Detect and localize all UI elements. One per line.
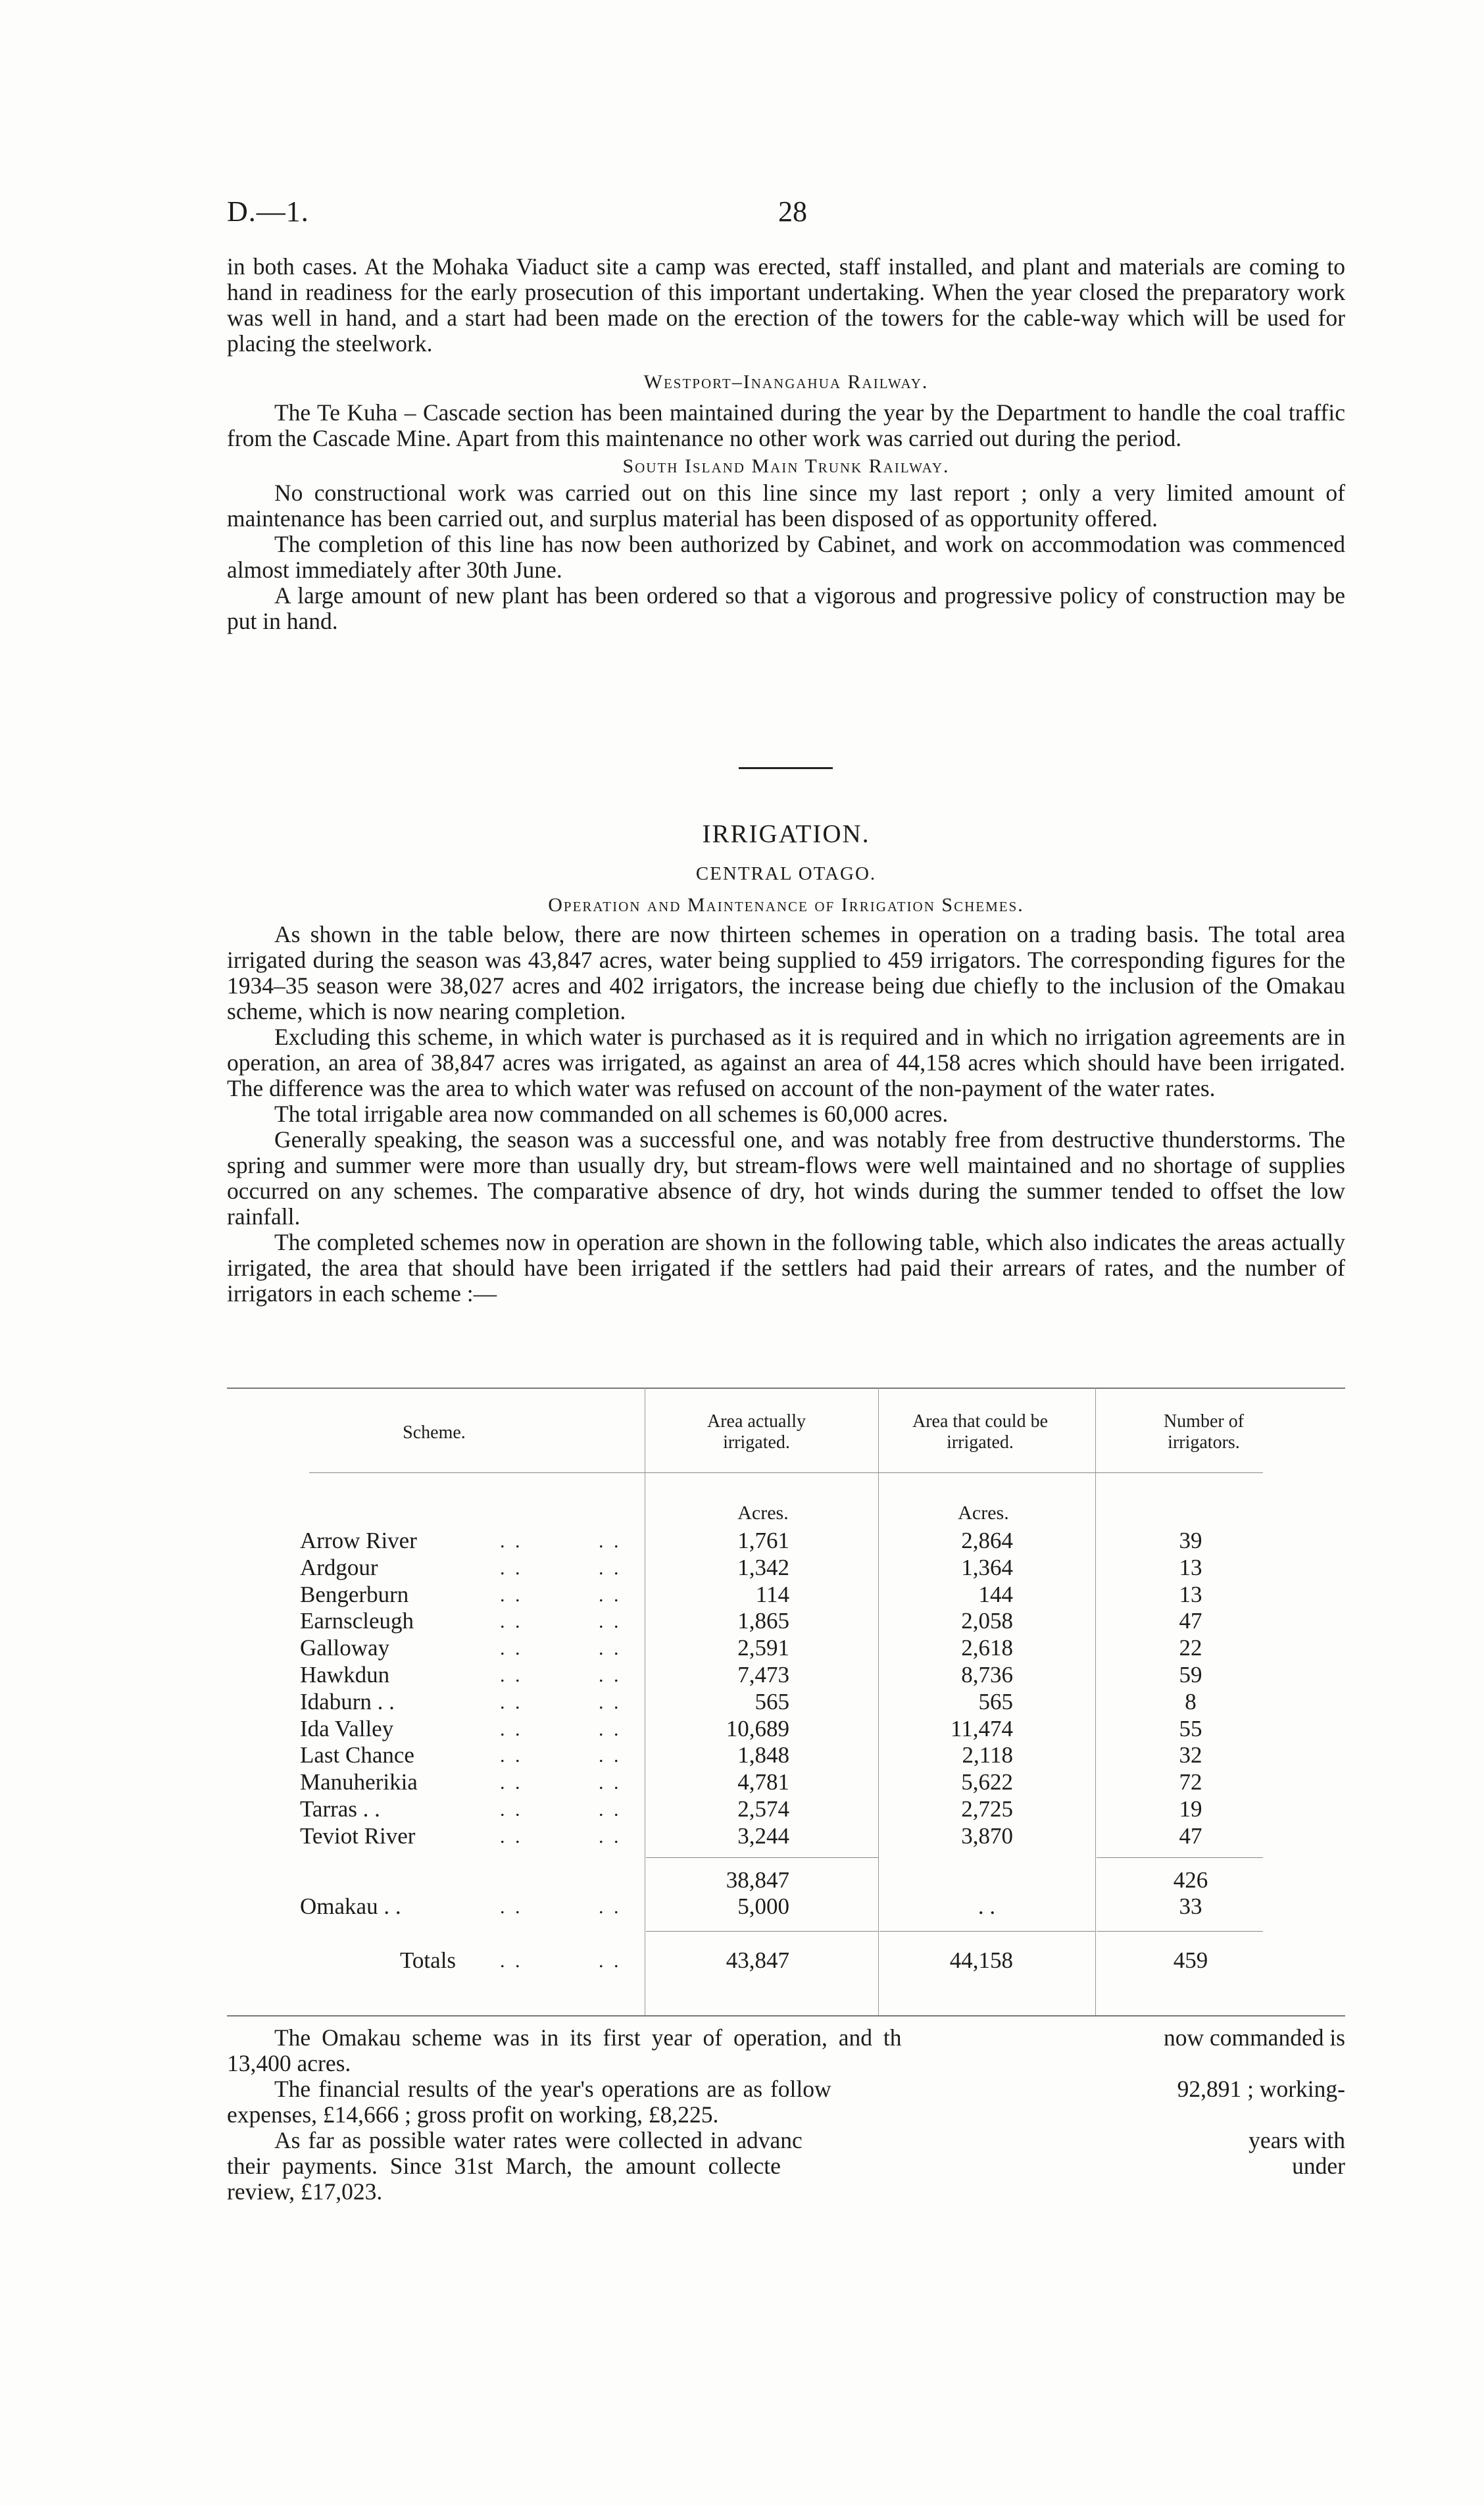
irrigation-paragraph: Excluding this scheme, in which water is purchased as it is required and in which no irrigation agreements are in operation, an area of 38,847 acres was irrigated, as against an area of 44,158 acres which should have been irrigated. The difference was the area to which water was refused on account of the non-payment of the water rates. [227,1024,1345,1101]
closing-line: The financial results of the year's operations are as follow [274,2076,831,2102]
leader-dots: . . [500,1799,523,1820]
scheme-name: Hawkdun [300,1662,390,1688]
leader-dots: . . [599,1557,622,1579]
table-column-divider [1095,1388,1096,2015]
header-rule [309,1472,1263,1473]
area-actual-cell: 2,574 [737,1796,789,1822]
irrigation-paragraph: As shown in the table below, there are now thirteen schemes in operation on a trading basis. The total area irrigated during the season was 43,847 acres, water being supplied to 459 irrigators. The corresponding figures for the 1934–35 season were 38,027 acres and 402 irrigators, the increase being due chiefly to the inclusion of the Omakau scheme, which is now nearing completion. [227,921,1345,1024]
main-column [227,254,1345,634]
scheme-name: Bengerburn [300,1582,409,1607]
area-actual-cell: 1,848 [737,1742,789,1768]
leader-dots: . . [500,1584,523,1606]
table-top-rule [227,1388,1345,1389]
leader-dots: . . [500,1665,523,1686]
area-could-cell: 8,736 [961,1662,1013,1688]
table-bottom-rule [227,2015,1345,2017]
leader-dots: . . [500,1638,523,1659]
irrigators-cell: 19 [1179,1796,1202,1822]
subtotal-rule [646,1857,878,1858]
leader-dots: . . [500,1950,523,1972]
section-title-south-island: South Island Main Trunk Railway. [622,455,950,477]
leader-dots: . . [500,1530,523,1552]
area-could-cell: 565 [978,1689,1013,1715]
closing-line: As far as possible water rates were collected in advanc [274,2127,803,2153]
area-could-cell: 2,618 [961,1635,1013,1661]
westport-paragraph: The Te Kuha – Cascade section has been maintained during the year by the Department to handle the coal traffic from the Cascade Mine. Apart from this maintenance no other work was carried out during the period. [227,399,1345,451]
scheme-name: Teviot River [300,1823,416,1849]
leader-dots: . . [599,1718,622,1740]
area-could-cell: 144 [978,1582,1013,1607]
scheme-name: Ardgour [300,1555,378,1580]
leader-dots: . . [500,1745,523,1767]
totals-rule [879,1931,1095,1932]
leader-dots: . . [599,1896,622,1918]
south-island-paragraph: No constructional work was carried out on this line since my last report ; only a very limited amount of maintenance has been carried out, and surplus material has been disposed of as opportunity offered. [227,480,1345,532]
leader-dots: . . [599,1950,622,1972]
area-could-cell: 2,058 [961,1608,1013,1634]
area-actual-cell: 1,342 [737,1555,789,1580]
scheme-name: Arrow River [300,1528,417,1553]
area-could-cell: 3,870 [961,1823,1013,1849]
irrigators-cell: 39 [1179,1528,1202,1553]
omakau-scheme: Omakau . . [300,1893,401,1919]
scheme-name: Earnscleugh [300,1608,414,1634]
area-actual-cell: 4,781 [737,1769,789,1795]
south-island-paragraph: A large amount of new plant has been ordered so that a vigorous and progressive policy of construction may be put in hand. [227,582,1345,634]
header-number-irrigators: Number of irrigators. [1163,1411,1245,1453]
irrigation-section [227,819,1345,1307]
leader-dots: . . [500,1692,523,1713]
irrigators-cell: 13 [1179,1555,1202,1580]
irrigators-cell: 47 [1179,1823,1202,1849]
totals-label: Totals [400,1947,457,1973]
leader-dots: . . [500,1557,523,1579]
section-divider [739,767,833,769]
closing-line: under [1292,2153,1345,2179]
scheme-name: Idaburn . . [300,1689,395,1715]
irrigation-subtitle: CENTRAL OTAGO. [695,863,877,884]
irrigators-cell: 59 [1179,1662,1202,1688]
irrigators-cell: 55 [1179,1716,1202,1742]
section-title-westport: Westport–Inangahua Railway. [643,371,929,393]
area-actual-cell: 2,591 [737,1635,789,1661]
area-actual-cell: 114 [755,1582,789,1607]
subtotal-actual: 38,847 [726,1867,789,1893]
closing-line: now commanded is [1163,2024,1345,2051]
omakau-could: . . [977,1893,996,1919]
area-could-cell: 2,725 [961,1796,1013,1822]
irrigation-subsection: Operation and Maintenance of Irrigation Schemes. [548,894,1024,916]
area-actual-cell: 1,761 [737,1528,789,1553]
area-actual-cell: 10,689 [726,1716,789,1742]
leader-dots: . . [599,1611,622,1632]
leader-dots: . . [500,1611,523,1632]
leader-dots: . . [599,1584,622,1606]
area-could-cell: 2,864 [961,1528,1013,1553]
closing-line: years with [1249,2127,1345,2153]
unit-acres: Acres. [958,1502,1009,1524]
subtotal-number: 426 [1173,1867,1208,1893]
area-actual-cell: 3,244 [737,1823,789,1849]
area-could-cell: 11,474 [951,1716,1013,1742]
totals-rule [1097,1931,1263,1932]
scheme-name: Manuherikia [300,1769,418,1795]
area-actual-cell: 565 [754,1689,789,1715]
south-island-paragraph: The completion of this line has now been authorized by Cabinet, and work on accommodation was commenced almost immediately after 30th June. [227,531,1345,583]
closing-line: 92,891 ; working- [1177,2076,1345,2102]
scheme-name: Galloway [300,1635,390,1661]
area-actual-cell: 7,473 [737,1662,789,1688]
scheme-name: Tarras . . [300,1796,380,1822]
leader-dots: . . [599,1799,622,1820]
unit-acres: Acres. [737,1502,789,1524]
irrigation-paragraph: Generally speaking, the season was a successful one, and was notably free from destructive thunderstorms. The spring and summer were more than usually dry, but stream-flows were well maintained and no shortage of supplies occurred on any schemes. The comparative absence of dry, hot winds during the summer tended to offset the low rainfall. [227,1126,1345,1230]
leader-dots: . . [599,1772,622,1793]
leader-dots: . . [599,1638,622,1659]
leader-dots: . . [500,1772,523,1793]
irrigators-cell: 13 [1179,1582,1202,1607]
area-could-cell: 2,118 [962,1742,1013,1768]
irrigation-paragraph: The completed schemes now in operation are shown in the following table, which also indicates the areas actually irrigated, the area that should have been irrigated if the settlers had paid their arrears of rates, and the number of irrigators in each scheme :— [227,1229,1345,1307]
irrigators-cell: 47 [1179,1608,1202,1634]
totals-number: 459 [1173,1947,1208,1973]
totals-could: 44,158 [949,1947,1013,1973]
leader-dots: . . [500,1826,523,1847]
leader-dots: . . [599,1692,622,1713]
closing-line: their payments. Since 31st March, the amount collecte [227,2153,781,2179]
closing-line: expenses, £14,666 ; gross profit on working, £8,225. [227,2101,719,2128]
area-could-cell: 1,364 [961,1555,1013,1580]
page-number: 28 [778,195,807,228]
leader-dots: . . [500,1896,523,1918]
irrigation-title: IRRIGATION. [702,820,870,848]
scheme-name: Last Chance [300,1742,414,1768]
omakau-actual: 5,000 [737,1893,789,1919]
header-area-actual: Area actually irrigated. [706,1411,806,1453]
leader-dots: . . [599,1745,622,1767]
leader-dots: . . [599,1665,622,1686]
document-reference: D.—1. [227,195,309,228]
table-column-divider [878,1388,879,2015]
totals-actual: 43,847 [726,1947,789,1973]
area-could-cell: 5,622 [961,1769,1013,1795]
closing-text [227,2025,1345,2205]
intro-paragraph: in both cases. At the Mohaka Viaduct site a camp was erected, staff installed, and plant and materials are coming to hand in readiness for the early prosecution of this important undertaking. When the year closed the preparatory work was well in hand, and a start had been made on the erection of the towers for the cable-way which will be used for placing the steelwork. [227,253,1345,357]
area-actual-cell: 1,865 [737,1608,789,1634]
irrigation-paragraph: The total irrigable area now commanded on all schemes is 60,000 acres. [274,1101,949,1127]
header-scheme: Scheme. [403,1422,466,1443]
leader-dots: . . [599,1530,622,1552]
closing-line: review, £17,023. [227,2178,383,2205]
closing-line: The Omakau scheme was in its first year of operation, and th [274,2024,902,2051]
irrigators-cell: 8 [1185,1689,1197,1715]
leader-dots: . . [599,1826,622,1847]
totals-rule [646,1931,878,1932]
leader-dots: . . [500,1718,523,1740]
header-area-could: Area that could be irrigated. [912,1411,1049,1453]
irrigators-cell: 22 [1179,1635,1202,1661]
irrigators-cell: 32 [1179,1742,1202,1768]
omakau-number: 33 [1179,1893,1202,1919]
closing-line: 13,400 acres. [227,2050,351,2076]
irrigators-cell: 72 [1179,1769,1202,1795]
scheme-name: Ida Valley [300,1716,394,1742]
subtotal-rule [1097,1857,1263,1858]
